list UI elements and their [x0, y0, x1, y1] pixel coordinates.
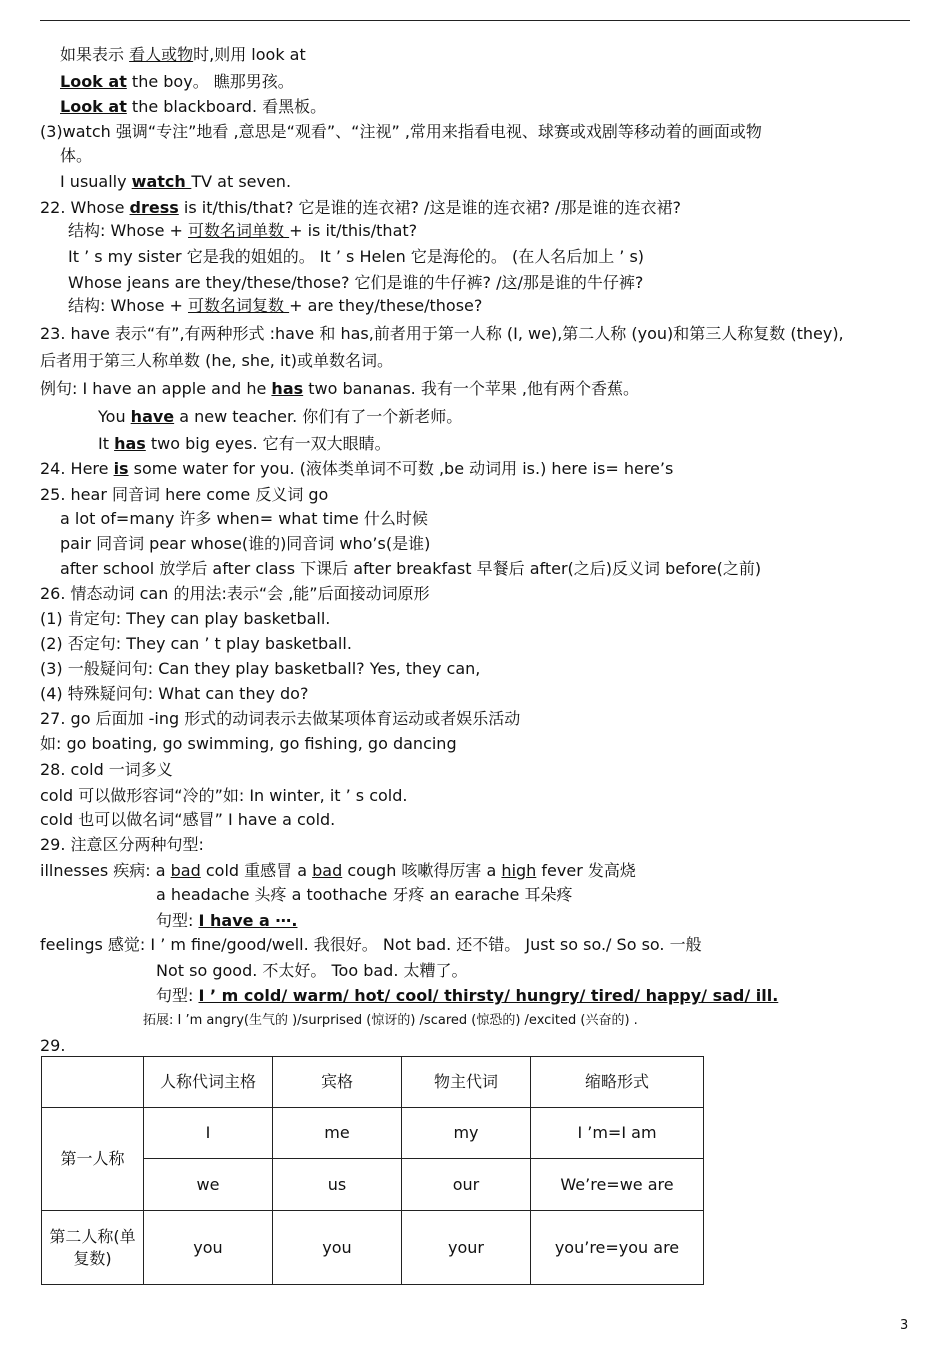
line-29-feelings: feelings 感觉: I ’ m fine/good/well. 我很好。 Not bad. 还不错。 Just so so./ So so. 一般 [40, 935, 702, 954]
table-cell: my [402, 1108, 531, 1159]
line-look-at-blackboard: Look at the blackboard. 看黑板。 [60, 97, 327, 116]
table-header-row [42, 1057, 704, 1108]
page-number: 3 [900, 1318, 909, 1333]
table-cell: you’re=you are [531, 1211, 704, 1285]
line-23-example-2: You have a new teacher. 你们有了一个新老师。 [98, 407, 463, 426]
line-26-negative: (2) 否定句: They can ’ t play basketball. [40, 634, 352, 653]
line-22-its-sister: It ’ s my sister 它是我的姐姐的。 It ’ s Helen 它是海伦的。 (在人名后加上 ’ s) [68, 247, 645, 266]
top-rule [40, 20, 910, 21]
table-cell: you [273, 1211, 402, 1285]
table-cell: us [273, 1159, 402, 1211]
line-29-two-patterns: 29. 注意区分两种句型: [40, 835, 204, 854]
line-25-a-lot-of: a lot of=many 许多 when= what time 什么时候 [60, 509, 428, 528]
line-29-pattern-im: 句型: I ’ m cold/ warm/ hot/ cool/ thirsty/ hungry/ tired/ happy/ sad/ ill. [156, 986, 779, 1005]
line-22-structure-plural: 结构: Whose + 可数名词复数 + are they/these/those? [68, 296, 483, 315]
row-label-second-person: 第二人称(单复数) [42, 1211, 144, 1285]
line-watch-example: I usually watch TV at seven. [60, 172, 292, 191]
line-29-illnesses: illnesses 疾病: a bad cold 重感冒 a bad cough 咳嗽得厉害 a high fever 发高烧 [40, 861, 636, 880]
line-25-pair: pair 同音词 pear whose(谁的)同音词 who’s(是谁) [60, 534, 431, 553]
line-26-wh-question: (4) 特殊疑问句: What can they do? [40, 684, 309, 703]
line-23-example-3: It has two big eyes. 它有一双大眼睛。 [98, 434, 391, 453]
table-cell: we [144, 1159, 273, 1211]
line-28-cold: 28. cold 一词多义 [40, 760, 173, 779]
line-29-not-so-good: Not so good. 不太好。 Too bad. 太糟了。 [156, 961, 468, 980]
line-28-cold-noun: cold 也可以做名词“感冒” I have a cold. [40, 810, 336, 829]
line-29-pattern-have: 句型: I have a ⋯. [156, 911, 298, 930]
line-look-at-intro: 如果表示 看人或物时,则用 look at [60, 45, 306, 64]
line-29-aches: a headache 头疼 a toothache 牙疼 an earache 耳朵疼 [156, 885, 573, 904]
table-header-cell: 宾格 [273, 1057, 402, 1108]
line-25-after: after school 放学后 after class 下课后 after breakfast 早餐后 after(之后)反义词 before(之前) [60, 559, 762, 578]
table-cell: We’re=we are [531, 1159, 704, 1211]
table-cell: you [144, 1211, 273, 1285]
line-28-cold-adjective: cold 可以做形容词“冷的”如: In winter, it ’ s cold. [40, 786, 408, 805]
line-22-structure-singular: 结构: Whose + 可数名词单数 + is it/this/that? [68, 221, 418, 240]
line-26-yes-no-question: (3) 一般疑问句: Can they play basketball? Yes, they can, [40, 659, 481, 678]
line-27-examples: 如: go boating, go swimming, go fishing, go dancing [40, 734, 457, 753]
table-header-cell [42, 1057, 144, 1108]
line-27-go-ing: 27. go 后面加 -ing 形式的动词表示去做某项体育运动或者娱乐活动 [40, 709, 521, 728]
table-header-cell: 缩略形式 [531, 1057, 704, 1108]
line-23-example-1: 例句: I have an apple and he has two bananas. 我有一个苹果 ,他有两个香蕉。 [40, 379, 639, 398]
table-cell: me [273, 1108, 402, 1159]
line-26-can: 26. 情态动词 can 的用法:表示“会 ,能”后面接动词原形 [40, 584, 430, 603]
line-25-hear: 25. hear 同音词 here come 反义词 go [40, 485, 329, 504]
line-watch-definition-cont: 体。 [60, 146, 93, 165]
line-22-whose-jeans: Whose jeans are they/these/those? 它们是谁的牛仔裤? /这/那是谁的牛仔裤? [68, 273, 644, 292]
line-24-here-is: 24. Here is some water for you. (液体类单词不可数 ,be 动词用 is.) here is= here’s [40, 459, 674, 478]
table-row [42, 1211, 704, 1285]
line-look-at-boy: Look at the boy。 瞧那男孩。 [60, 72, 294, 91]
line-26-affirmative: (1) 肯定句: They can play basketball. [40, 609, 331, 628]
line-22-whose-dress: 22. Whose dress is it/this/that? 它是谁的连衣裙? /这是谁的连衣裙? /那是谁的连衣裙? [40, 198, 681, 217]
table-cell: I ’m=I am [531, 1108, 704, 1159]
table-header-cell: 物主代词 [402, 1057, 531, 1108]
table-cell: our [402, 1159, 531, 1211]
line-29-table-heading: 29. [40, 1036, 66, 1055]
row-label-first-person: 第一人称 [42, 1108, 144, 1211]
pronoun-table [41, 1056, 704, 1285]
line-23-have: 23. have 表示“有”,有两种形式 :have 和 has,前者用于第一人称 (I, we),第二人称 (you)和第三人称复数 (they), [40, 324, 844, 343]
table-cell: your [402, 1211, 531, 1285]
table-header-cell: 人称代词主格 [144, 1057, 273, 1108]
line-23-has: 后者用于第三人称单数 (he, she, it)或单数名词。 [40, 351, 393, 370]
table-cell: I [144, 1108, 273, 1159]
table-row [42, 1108, 704, 1159]
line-29-extension: 拓展: I ’m angry(生气的 )/surprised (惊讶的) /scared (惊恐的) /excited (兴奋的) . [143, 1013, 638, 1028]
line-watch-definition: (3)watch 强调“专注”地看 ,意思是“观看”、“注视” ,常用来指看电视、球赛或戏剧等移动着的画面或物 [40, 122, 762, 141]
